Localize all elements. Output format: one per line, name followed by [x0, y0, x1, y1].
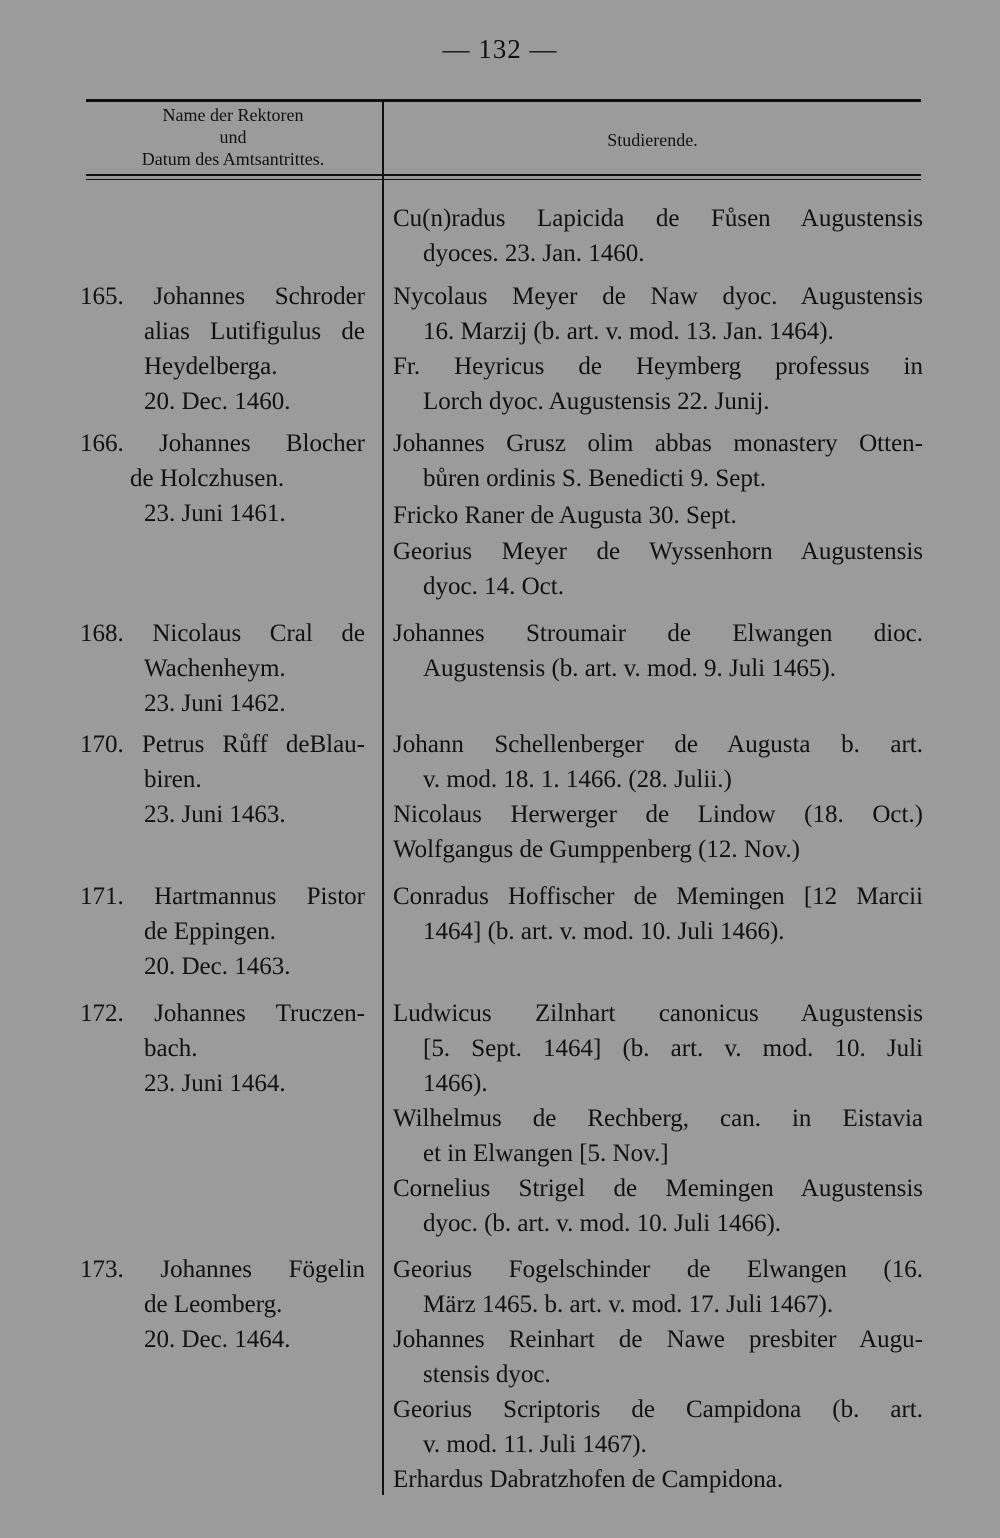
- header-rectors-line1: Name der Rektoren: [162, 105, 304, 125]
- student-entry: [393, 996, 923, 1101]
- rector-line: 23. Juni 1463.: [144, 801, 286, 828]
- column-separator: [382, 100, 384, 1495]
- student-entry: [393, 879, 923, 949]
- student-line: Johannes Grusz olim abbas monastery Otten-: [393, 430, 923, 457]
- student-line: 16. Marzij (b. art. v. mod. 13. Jan. 1464).: [423, 318, 834, 345]
- student-line: Erhardus Dabratzhofen de Campidona.: [393, 1466, 784, 1493]
- student-line: Conradus Hoffischer de Memingen [12 Marcii: [393, 883, 923, 910]
- rector-line: bach.: [144, 1035, 198, 1062]
- student-entry: [393, 1322, 923, 1392]
- student-line: Georius Meyer de Wyssenhorn Augustensis: [393, 538, 923, 565]
- student-line: stensis dyoc.: [423, 1361, 551, 1388]
- rector-line: Heydelberga.: [144, 353, 278, 380]
- student-entry: [393, 201, 923, 271]
- student-entry: [393, 727, 923, 797]
- rector-line: 20. Dec. 1463.: [144, 953, 291, 980]
- rector-line: 23. Juni 1464.: [144, 1070, 286, 1097]
- rector-entry: [80, 727, 365, 832]
- student-entry: [393, 1101, 923, 1171]
- student-line: Fricko Raner de Augusta 30. Sept.: [393, 502, 737, 529]
- header-rectors-line3: Datum des Amtsantrittes.: [141, 149, 325, 169]
- rector-line: 172. Johannes Truczen-: [80, 1000, 365, 1027]
- rector-line: 23. Juni 1461.: [144, 500, 286, 527]
- rector-line: alias Lutifigulus de: [144, 318, 365, 345]
- rector-line: 23. Juni 1462.: [144, 690, 286, 717]
- student-line: Wolfgangus de Gumppenberg (12. Nov.): [393, 836, 800, 863]
- student-line: bůren ordinis S. Benedicti 9. Sept.: [423, 465, 767, 492]
- student-entry: [393, 832, 923, 867]
- student-line: Georius Scriptoris de Campidona (b. art.: [393, 1396, 923, 1423]
- rector-line: de Eppingen.: [144, 918, 276, 945]
- rector-line: biren.: [144, 766, 202, 793]
- rector-line: 168. Nicolaus Cral de: [80, 620, 365, 647]
- rector-line: de Holczhusen.: [130, 465, 285, 492]
- student-entry: [393, 1171, 923, 1241]
- student-line: Johannes Reinhart de Nawe presbiter Augu-: [393, 1326, 923, 1353]
- student-line: Nycolaus Meyer de Naw dyoc. Augustensis: [393, 283, 923, 310]
- header-rectors-line2: und: [219, 127, 247, 147]
- student-line: et in Elwangen [5. Nov.]: [423, 1140, 669, 1167]
- student-entry: [393, 349, 923, 419]
- student-entry: [393, 1252, 923, 1322]
- student-entry: [393, 616, 923, 686]
- rector-line: 20. Dec. 1460.: [144, 388, 291, 415]
- student-line: März 1465. b. art. v. mod. 17. Juli 1467).: [423, 1291, 834, 1318]
- student-line: Nicolaus Herwerger de Lindow (18. Oct.): [393, 801, 923, 828]
- rector-line: Wachenheym.: [144, 655, 286, 682]
- page-number: — 132 —: [442, 34, 558, 64]
- student-entry: [393, 797, 923, 832]
- top-rule: [86, 99, 921, 102]
- rector-entry: [80, 279, 365, 419]
- student-line: Fr. Heyricus de Heymberg professus in: [393, 353, 923, 380]
- rector-entry: [80, 879, 365, 984]
- student-line: dyoc. 14. Oct.: [423, 573, 564, 600]
- student-line: Augustensis (b. art. v. mod. 9. Juli 1465).: [423, 655, 836, 682]
- student-line: Lorch dyoc. Augustensis 22. Junij.: [423, 388, 770, 415]
- rector-line: de Leomberg.: [144, 1291, 283, 1318]
- student-line: 1466).: [423, 1070, 488, 1097]
- student-line: Cu(n)radus Lapicida de Fůsen Augustensis: [393, 205, 923, 232]
- rector-line: 165. Johannes Schroder: [80, 283, 365, 310]
- rector-line: 20. Dec. 1464.: [144, 1326, 291, 1353]
- rector-entry: [80, 426, 365, 531]
- rector-line: 171. Hartmannus Pistor: [80, 883, 365, 910]
- header-bottom-rule-2: [86, 179, 921, 180]
- student-line: v. mod. 11. Juli 1467).: [423, 1431, 647, 1458]
- student-line: v. mod. 18. 1. 1466. (28. Julii.): [423, 766, 732, 793]
- student-line: Wilhelmus de Rechberg, can. in Eistavia: [393, 1105, 923, 1132]
- student-entry: [393, 279, 923, 349]
- rector-line: 166. Johannes Blocher: [80, 430, 365, 457]
- student-line: dyoc. (b. art. v. mod. 10. Juli 1466).: [423, 1210, 782, 1237]
- header-students: Studierende.: [607, 130, 698, 150]
- rector-entry: [80, 1252, 365, 1357]
- student-line: [5. Sept. 1464] (b. art. v. mod. 10. Juli: [423, 1035, 923, 1062]
- student-entry: [393, 426, 923, 496]
- student-entry: [393, 1462, 923, 1497]
- rector-line: 170. Petrus Růff deBlau-: [80, 731, 365, 758]
- student-entry: [393, 534, 923, 604]
- student-line: Cornelius Strigel de Memingen Augustensis: [393, 1175, 923, 1202]
- rector-line: 173. Johannes Fögelin: [80, 1256, 365, 1283]
- student-entry: [393, 498, 923, 533]
- header-bottom-rule: [86, 174, 921, 176]
- student-line: 1464] (b. art. v. mod. 10. Juli 1466).: [423, 918, 785, 945]
- student-line: dyoces. 23. Jan. 1460.: [423, 240, 645, 267]
- student-entry: [393, 1392, 923, 1462]
- student-line: Johann Schellenberger de Augusta b. art.: [393, 731, 923, 758]
- student-line: Johannes Stroumair de Elwangen dioc.: [393, 620, 923, 647]
- rector-entry: [80, 996, 365, 1101]
- rector-entry: [80, 616, 365, 721]
- header-rectors: [88, 104, 378, 170]
- student-line: Georius Fogelschinder de Elwangen (16.: [393, 1256, 923, 1283]
- student-line: Ludwicus Zilnhart canonicus Augustensis: [393, 1000, 923, 1027]
